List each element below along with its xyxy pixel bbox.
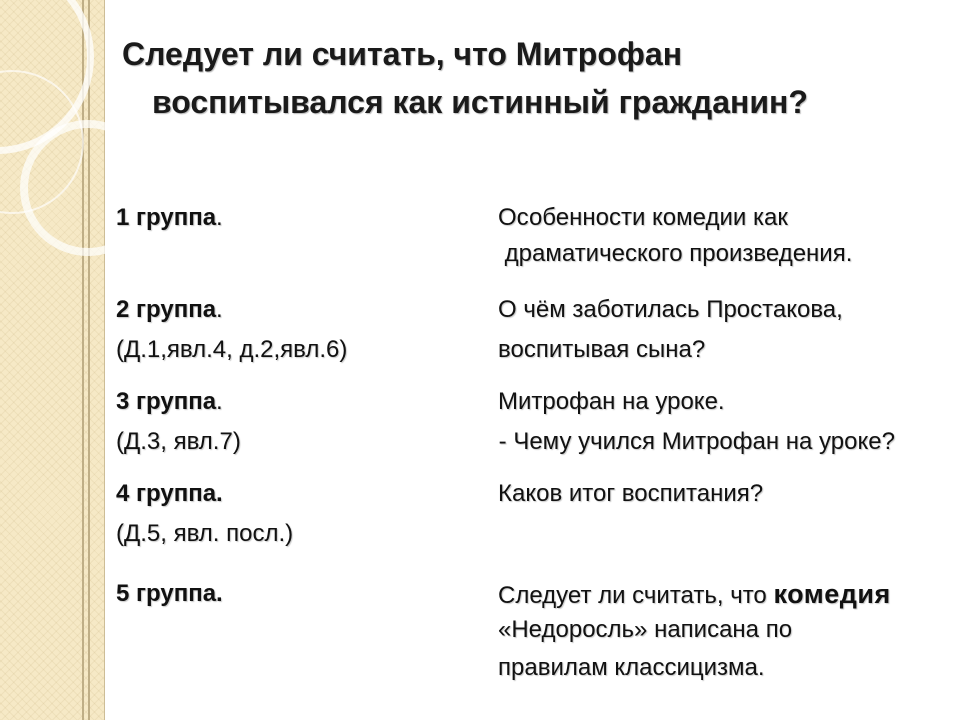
group-3-topic-line2: - Чему учился Митрофан на уроке?	[492, 428, 895, 455]
sidebar-stripe	[88, 0, 90, 720]
group-1-topic-line1: Особенности комедии как	[498, 204, 788, 231]
group-5-name: 5 группа.	[116, 580, 223, 607]
slide-title-line2: воспитывался как истинный гражданин?	[152, 84, 808, 120]
group-2-ref: (Д.1,явл.4, д.2,явл.6)	[116, 336, 348, 363]
group-3-label	[116, 384, 223, 420]
group-4-topic-line1: Каков итог воспитания?	[498, 480, 764, 507]
group-3-topic-line1: Митрофан на уроке.	[498, 388, 725, 415]
group-3-punct: .	[216, 388, 223, 415]
group-5-topic-line2: «Недоросль» написана по	[498, 616, 793, 643]
group-3-ref: (Д.3, явл.7)	[116, 428, 241, 455]
group-5-topic-emphasis: комедия	[773, 579, 891, 609]
group-1-topic-line2: драматического произведения.	[498, 240, 853, 267]
group-2-punct: .	[216, 296, 223, 323]
group-2-topic-line2: воспитывая сына?	[498, 336, 706, 363]
group-2-name: 2 группа	[116, 296, 217, 323]
group-5-topic-prefix: Следует ли считать, что	[498, 582, 774, 609]
group-4-ref: (Д.5, явл. посл.)	[116, 520, 294, 547]
group-5-topic-line1	[498, 576, 891, 614]
group-5-label	[116, 576, 223, 612]
group-1-punct: .	[216, 204, 223, 231]
group-1-name: 1 группа	[116, 204, 217, 231]
slide-title-line1: Следует ли считать, что Митрофан	[122, 36, 683, 72]
group-2-topic-line1: О чём заботилась Простакова,	[498, 296, 843, 323]
slide-title	[110, 30, 950, 126]
group-2-label	[116, 292, 223, 328]
sidebar-stripe	[82, 0, 84, 720]
group-4-label	[116, 476, 223, 512]
group-4-name: 4 группа.	[116, 480, 223, 507]
group-3-name: 3 группа	[116, 388, 217, 415]
decorative-sidebar	[0, 0, 105, 720]
group-1-label	[116, 200, 223, 236]
group-5-topic-line3: правилам классицизма.	[498, 654, 765, 681]
